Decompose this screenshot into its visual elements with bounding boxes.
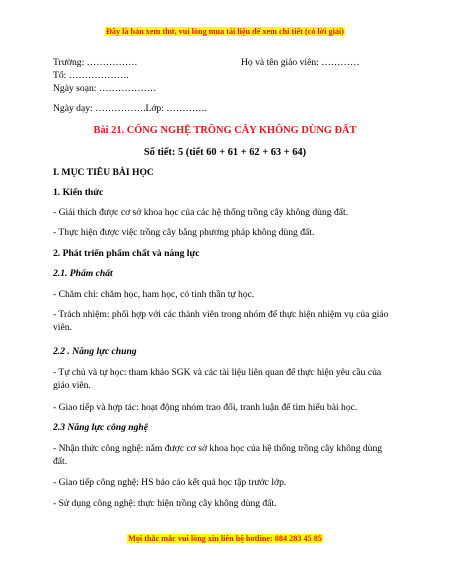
knowledge-item: - Giải thích được cơ sở khoa học của các hệ thống trồng cây không dùng đất. — [53, 207, 349, 218]
section-qualities: 2.1. Phẩm chất — [53, 268, 113, 279]
competence-item: - Tự chủ và tự học: tham khảo SGK và các tài liệu liên quan để thực hiện yêu cầu của giáo viên. — [53, 367, 382, 391]
section-objectives: I. MỤC TIÊU BÀI HỌC — [53, 167, 154, 178]
tech-item: - Giao tiếp công nghệ: HS báo cáo kết quả học tập trước lớp. — [53, 477, 287, 488]
section-development: 2. Phát triển phẩm chất và năng lực — [53, 248, 200, 259]
knowledge-item: - Thực hiện được việc trồng cây bằng phương pháp không dùng đất. — [53, 227, 315, 238]
teach-date-field: Ngày dạy: …………….Lớp: …………. — [53, 103, 208, 114]
section-knowledge: 1. Kiến thức — [53, 187, 104, 198]
tech-item: - Nhận thức công nghệ: nắm được cơ sở khoa học của hệ thống trồng cây không dùng đất. — [53, 443, 383, 467]
quality-item: - Chăm chỉ: chăm học, ham học, có tinh thần tự học. — [53, 289, 255, 300]
preview-notice-banner: Đây là bản xem thử, vui lòng mua tài liệu để xem chi tiết (có lời giải) — [105, 27, 344, 36]
prep-date-field: Ngày soạn: ……………… — [53, 83, 157, 94]
teacher-field: Họ và tên giáo viên: ………… — [241, 57, 360, 68]
school-field: Trường: ……………. — [53, 57, 138, 68]
tech-item: - Sử dụng công nghệ: thực hiện trồng cây không dùng đất. — [53, 498, 277, 509]
periods-line: Số tiết: 5 (tiết 60 + 61 + 62 + 63 + 64) — [143, 147, 307, 158]
group-field: Tổ: ………………. — [53, 70, 129, 81]
section-general-competence: 2.2 . Năng lực chung — [53, 346, 137, 357]
quality-item: - Trách nhiệm: phối hợp với các thành viên trong nhóm để thực hiện nhiệm vụ của giáo viên. — [53, 309, 389, 333]
hotline-banner: Mọi thắc mắc vui lòng xin liên hệ hotline: 084 283 45 85 — [128, 534, 322, 543]
lesson-title: Bài 21. CÔNG NGHỆ TRỒNG CÂY KHÔNG DÙNG ĐẤT — [93, 125, 357, 136]
competence-item: - Giao tiếp và hợp tác: hoạt động nhóm trao đổi, tranh luận để tìm hiểu bài học. — [53, 402, 358, 413]
section-tech-competence: 2.3 Năng lực công nghệ — [53, 422, 149, 433]
